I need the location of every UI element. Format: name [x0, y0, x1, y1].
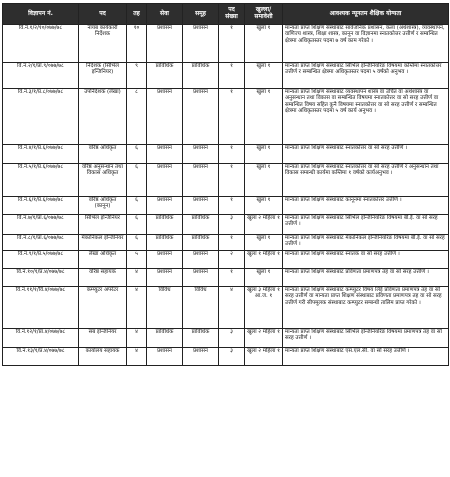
header-level: तह	[127, 4, 147, 25]
quota-cell: खुला २ महिला १	[245, 329, 283, 348]
service-cell: प्रशासन	[147, 164, 183, 197]
level-cell: ४	[127, 269, 147, 287]
post-count-cell: १	[219, 63, 245, 89]
post-name-cell: निर्देशक (सिभिल इन्जिनियर)	[79, 63, 127, 89]
level-cell: ८	[127, 89, 147, 145]
qualification-cell: मान्यता प्राप्त शिक्षण संस्थाबाट स्नातक वा सो सरह उत्तीर्ण ।	[283, 251, 449, 269]
post-name-cell: सब इन्जिनियर	[79, 329, 127, 348]
post-count-cell: ३	[219, 215, 245, 235]
qualification-cell: मान्यता प्राप्त शिक्षण संस्थाबाट सिभिल इन्जिनियरिङ विषयमा बी.ई. वा सो सरह उत्तीर्ण ।	[283, 215, 449, 235]
post-count-cell: २	[219, 251, 245, 269]
advertisement-no-cell: वि.नं.३/१/प्र.८/०७७/७८	[3, 89, 79, 145]
qualification-cell: मान्यता प्राप्त शिक्षण संस्थाबाट कानूनमा स्नातकोत्तर उत्तीर्ण ।	[283, 197, 449, 215]
quota-cell: खुला १	[245, 164, 283, 197]
service-cell: प्रशासन	[147, 197, 183, 215]
post-count-cell: १	[219, 145, 245, 164]
advertisement-no-cell: वि.नं.१/२/१०/०७७/७८	[3, 25, 79, 63]
level-cell: ४	[127, 287, 147, 329]
quota-cell: खुला १	[245, 145, 283, 164]
advertisement-no-cell: वि.नं.१३/१/प्र.४/०७७/७८	[3, 348, 79, 366]
service-cell: प्रशासन	[147, 269, 183, 287]
level-cell: ६	[127, 215, 147, 235]
service-cell: प्रशासन	[147, 145, 183, 164]
vacancy-table-sheet	[2, 3, 448, 475]
advertisement-no-cell: वि.नं.४/१/प्र.६/०७७/७८	[3, 145, 79, 164]
table-row	[3, 215, 449, 235]
level-cell: ६	[127, 197, 147, 215]
table-header-row	[3, 4, 449, 25]
quota-cell: खुला १	[245, 63, 283, 89]
advertisement-no-cell: वि.नं.९/१/प्र.५/०७७/७८	[3, 251, 79, 269]
quota-cell: खुला ३ महिला १ आ.ज. १	[245, 287, 283, 329]
post-name-cell: उपनिर्देशक (लेखा)	[79, 89, 127, 145]
level-cell: १०	[127, 25, 147, 63]
advertisement-no-cell: वि.नं.१०/१/प्र.४/०७७/७८	[3, 269, 79, 287]
table-row	[3, 164, 449, 197]
quota-cell: खुला १	[245, 89, 283, 145]
table-row	[3, 269, 449, 287]
service-cell: प्राविधिक	[147, 235, 183, 251]
post-name-cell: लेखा अधिकृत	[79, 251, 127, 269]
group-cell: प्रशासन	[183, 89, 219, 145]
header-post-count: पद संख्या	[219, 4, 245, 25]
qualification-cell: मान्यता प्राप्त शिक्षण संस्थाबाट मेकानिकल इन्जिनियरिङ विषयमा बी.ई. वा सो सरह उत्तीर्ण ।	[283, 235, 449, 251]
post-name-cell: वरिष्ठ अनुसन्धान तथा विकास अधिकृत	[79, 164, 127, 197]
group-cell: प्रशासन	[183, 269, 219, 287]
quota-cell: खुला २ महिला १	[245, 215, 283, 235]
level-cell: ४	[127, 348, 147, 366]
advertisement-no-cell: वि.नं.८/१/प्रा.६/०७७/७८	[3, 235, 79, 251]
quota-cell: खुला २ महिला १	[245, 348, 283, 366]
table-row	[3, 25, 449, 63]
post-name-cell: मेकानिकल इन्जिनियर	[79, 235, 127, 251]
qualification-cell: मान्यता प्राप्त शिक्षण संस्थाबाट प्रविणता प्रमाणपत्र तह वा सो सरह उत्तीर्ण ।	[283, 269, 449, 287]
service-cell: प्राविधिक	[147, 63, 183, 89]
level-cell: ६	[127, 145, 147, 164]
table-row	[3, 329, 449, 348]
table-row	[3, 197, 449, 215]
advertisement-no-cell: वि.नं.१२/१/प्रा.४/०७७/७८	[3, 329, 79, 348]
table-row	[3, 348, 449, 366]
quota-cell: खुला १	[245, 197, 283, 215]
service-cell: प्रशासन	[147, 25, 183, 63]
service-cell: प्रशासन	[147, 251, 183, 269]
advertisement-no-cell: वि.नं.११/१/वि.४/०७७/७८	[3, 287, 79, 329]
qualification-cell: मान्यता प्राप्त शिक्षण संस्थाबाट कम्प्युटर विषय लिई प्रविणता प्रमाणपत्र तह वा सो सरह उत्तीर्ण वा मान्यता प्राप्त शिक्षण संस्थाबाट प्रविणता प्रमाणपत्र तह वा सो सरह उत्तीर्ण गरी सीपमूलक संस्थाबाट कम्प्युटर सम्बन्धी तालिम प्राप्त गरेको ।	[283, 287, 449, 329]
quota-cell: खुला १	[245, 25, 283, 63]
post-count-cell: १	[219, 25, 245, 63]
service-cell: प्राविधिक	[147, 329, 183, 348]
quota-cell: खुला १	[245, 269, 283, 287]
advertisement-no-cell: वि.नं.७/१/प्रा.६/०७७/७८	[3, 215, 79, 235]
qualification-cell: मान्यता प्राप्त शिक्षण संस्थाबाट सिभिल इन्जिनियरिङ विषयमा कम्तिमा स्नातकोत्तर उत्तीर्ण र सम्बन्धित क्षेत्रमा अधिकृतस्तर पदमा ५ वर्षको अनुभव ।	[283, 63, 449, 89]
qualification-cell: मान्यता प्राप्त शिक्षण संस्थाबाट एस.एल.सी. वा सो सरह उत्तीर्ण ।	[283, 348, 449, 366]
service-cell: प्राविधिक	[147, 215, 183, 235]
post-count-cell: ३	[219, 329, 245, 348]
header-group: समूह	[183, 4, 219, 25]
post-count-cell: १	[219, 197, 245, 215]
post-count-cell: १	[219, 235, 245, 251]
group-cell: प्रशासन	[183, 164, 219, 197]
post-name-cell: वरिष्ठ अधिकृत	[79, 145, 127, 164]
group-cell: प्रशासन	[183, 145, 219, 164]
service-cell: प्रशासन	[147, 89, 183, 145]
post-name-cell: वरिष्ठ सहायक	[79, 269, 127, 287]
post-name-cell: वरिष्ठ अधिकृत (कानून)	[79, 197, 127, 215]
table-row	[3, 235, 449, 251]
table-row	[3, 251, 449, 269]
table-row	[3, 145, 449, 164]
level-cell: ५	[127, 251, 147, 269]
group-cell: प्राविधिक	[183, 235, 219, 251]
service-cell: विविध	[147, 287, 183, 329]
qualification-cell: मान्यता प्राप्त शिक्षण संस्थाबाट व्यवस्थापन शास्त्र वा उचित वा अर्थशास्त्र वा अनुसन्धान तथा विकास वा सम्बन्धित विषयमा स्नातकोत्तर वा सो सरह उत्तीर्ण वा सम्बन्धित विषय सहित कुनै विषयमा स्नातकोत्तर वा सो सरह उत्तीर्ण र सम्बन्धित क्षेत्रमा अधिकृतस्तर पदमा ५ वर्ष कार्य अनुभव ।	[283, 89, 449, 145]
post-count-cell: १	[219, 164, 245, 197]
header-open-inclusive: खुल्ला/ समावेशी	[245, 4, 283, 25]
quota-cell: खुला १ महिला १	[245, 251, 283, 269]
table-row	[3, 63, 449, 89]
table-row	[3, 287, 449, 329]
advertisement-no-cell: वि.नं.५/१/प्र.६/०७७/७८	[3, 164, 79, 197]
group-cell: प्राविधिक	[183, 215, 219, 235]
header-min-qualification: आवश्यक न्यूनतम शैक्षिक योग्यता	[283, 4, 449, 25]
qualification-cell: मान्यता प्राप्त शिक्षण संस्थाबाट स्नातकोत्तर वा सो सरह उत्तीर्ण ।	[283, 145, 449, 164]
post-name-cell: नायब कार्यकारी निर्देशक	[79, 25, 127, 63]
vacancy-table	[2, 3, 449, 366]
level-cell: ४	[127, 329, 147, 348]
header-post: पद	[79, 4, 127, 25]
level-cell: ९	[127, 63, 147, 89]
group-cell: प्राविधिक	[183, 329, 219, 348]
post-count-cell: १	[219, 89, 245, 145]
group-cell: प्राविधिक	[183, 63, 219, 89]
service-cell: प्रशासन	[147, 348, 183, 366]
qualification-cell: मान्यता प्राप्त शिक्षण संस्थाबाट सिभिल इन्जिनियरिङ विषयमा प्रमाणपत्र तह वा सो सरह उत्तीर्ण ।	[283, 329, 449, 348]
group-cell: प्रशासन	[183, 348, 219, 366]
table-row	[3, 89, 449, 145]
post-count-cell: ३	[219, 348, 245, 366]
post-count-cell: ४	[219, 287, 245, 329]
qualification-cell: मान्यता प्राप्त शिक्षण संस्थाबाट सार्वजनिक प्रशासन, कला (अर्थशास्त्र), व्यवस्थापन, वाणिज्य शास्त्र, शिक्षा शास्त्र, कानून वा विज्ञानमा स्नातकोत्तर उत्तीर्ण र सम्बन्धित क्षेत्रमा अधिकृतस्तर पदमा ७ वर्ष काम गरेको ।	[283, 25, 449, 63]
quota-cell: खुला १	[245, 235, 283, 251]
group-cell: प्रशासन	[183, 251, 219, 269]
group-cell: प्रशासन	[183, 197, 219, 215]
post-count-cell: १	[219, 269, 245, 287]
header-advertisement-no: विज्ञापन नं.	[3, 4, 79, 25]
advertisement-no-cell: वि.नं.२/१/प्रा.९/०७७/७८	[3, 63, 79, 89]
advertisement-no-cell: वि.नं.६/१/प्र.६/०७७/७८	[3, 197, 79, 215]
post-name-cell: कम्प्युटर अपरेटर	[79, 287, 127, 329]
group-cell: प्रशासन	[183, 25, 219, 63]
post-name-cell: सिभिल इन्जिनियर	[79, 215, 127, 235]
group-cell: विविध	[183, 287, 219, 329]
header-service: सेवा	[147, 4, 183, 25]
post-name-cell: कार्यालय सहायक	[79, 348, 127, 366]
qualification-cell: मान्यता प्राप्त शिक्षण संस्थाबाट स्नातकोत्तर वा सो सरह उत्तीर्ण र अनुसन्धान तथा विकास सम्बन्धी कार्यमा कम्तिमा १ वर्षको कार्यअनुभव ।	[283, 164, 449, 197]
table-body	[3, 25, 449, 366]
level-cell: ६	[127, 164, 147, 197]
level-cell: ६	[127, 235, 147, 251]
